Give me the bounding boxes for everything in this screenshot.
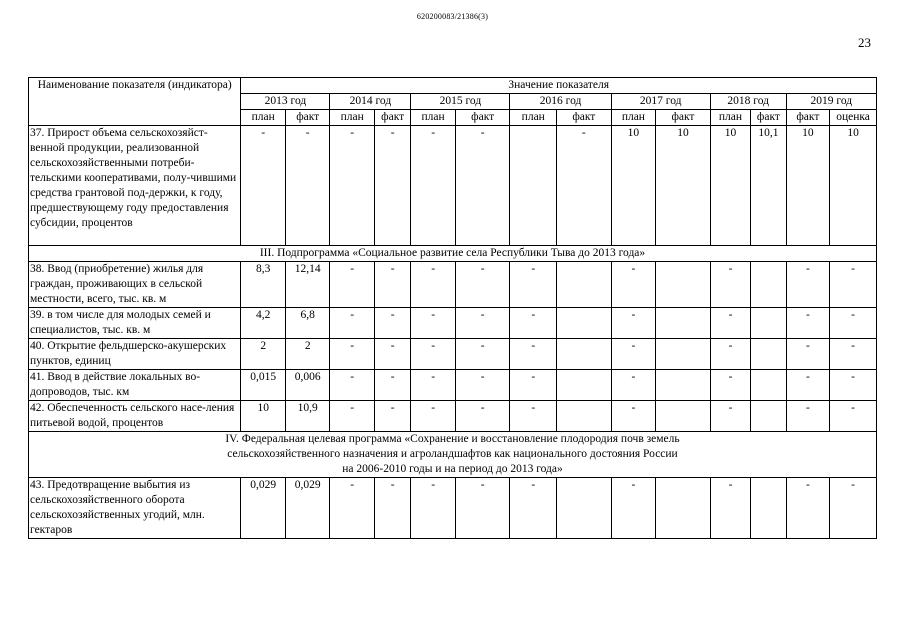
section-heading-line: сельскохозяйственного назначения и агроландшафтов как национального достояния России: [227, 448, 678, 460]
indicator-value: 2: [241, 339, 286, 370]
indicator-value: 0,015: [241, 370, 286, 401]
indicator-value: -: [611, 262, 656, 308]
indicator-value: -: [786, 308, 830, 339]
indicator-value: [656, 370, 711, 401]
subcolumn-header: план: [241, 110, 286, 126]
subcolumn-header: план: [510, 110, 557, 126]
indicator-value: -: [455, 370, 510, 401]
indicator-value: -: [455, 308, 510, 339]
indicator-value: -: [510, 308, 557, 339]
indicator-value: -: [510, 478, 557, 539]
year-header: 2014 год: [330, 94, 411, 110]
indicator-value: -: [330, 478, 375, 539]
year-header: 2013 год: [241, 94, 330, 110]
indicator-value: [656, 308, 711, 339]
indicator-value: -: [830, 370, 877, 401]
indicator-value: -: [510, 401, 557, 432]
indicator-name: 38. Ввод (приобретение) жилья для граждан, проживающих в сельской местности, всего, тыс. кв. м: [29, 262, 241, 308]
indicator-value: -: [330, 401, 375, 432]
indicator-value: [751, 370, 786, 401]
indicator-value: -: [710, 478, 750, 539]
indicator-value: -: [330, 339, 375, 370]
subcolumn-header: оценка: [830, 110, 877, 126]
subcolumn-header: план: [611, 110, 656, 126]
indicator-value: [557, 262, 612, 308]
indicator-value: [751, 401, 786, 432]
indicator-value: [557, 370, 612, 401]
indicator-value: -: [611, 478, 656, 539]
year-header: 2017 год: [611, 94, 710, 110]
indicator-name: 40. Открытие фельдшерско-акушерских пунктов, единиц: [29, 339, 241, 370]
indicator-value: [751, 339, 786, 370]
indicator-value: -: [330, 370, 375, 401]
indicator-value: -: [786, 478, 830, 539]
indicator-value: -: [830, 478, 877, 539]
indicator-value: -: [411, 370, 456, 401]
indicator-value: -: [411, 339, 456, 370]
indicator-value: -: [786, 370, 830, 401]
indicator-value: [656, 478, 711, 539]
indicator-value: 10: [710, 126, 750, 246]
subcolumn-header: факт: [455, 110, 510, 126]
indicator-value: 10: [611, 126, 656, 246]
indicator-value: -: [786, 262, 830, 308]
indicator-value: -: [710, 401, 750, 432]
indicator-name-header: Наименование показателя (индикатора): [29, 78, 241, 126]
subcolumn-header: факт: [557, 110, 612, 126]
indicator-value: -: [611, 370, 656, 401]
indicator-name: 41. Ввод в действие локальных во-допроводов, тыс. км: [29, 370, 241, 401]
indicator-value: -: [330, 308, 375, 339]
subcolumn-header: план: [411, 110, 456, 126]
indicator-value: -: [374, 126, 410, 246]
subcolumn-header: план: [710, 110, 750, 126]
subcolumn-header: план: [330, 110, 375, 126]
indicator-value: -: [374, 339, 410, 370]
indicator-value: 0,029: [285, 478, 330, 539]
indicator-value: [751, 478, 786, 539]
indicator-name: 37. Прирост объема сельскохозяйст-венной продукции, реализованной сельскохозяйственными потреби-тельскими кооперативами, полу-чившими средства грантовой под-держки, к году, предшествующему году предоставления субсидии, процентов: [29, 126, 241, 246]
indicator-value: -: [411, 478, 456, 539]
indicator-value: -: [455, 478, 510, 539]
indicator-value: -: [510, 370, 557, 401]
indicator-value: 0,029: [241, 478, 286, 539]
indicator-value: [557, 401, 612, 432]
indicator-value: 4,2: [241, 308, 286, 339]
indicator-value: [557, 339, 612, 370]
indicator-value: 10: [786, 126, 830, 246]
indicator-value: -: [510, 262, 557, 308]
indicator-value: 10,1: [751, 126, 786, 246]
indicator-value: [751, 262, 786, 308]
section-heading-line: на 2006-2010 годы и на период до 2013 года»: [342, 463, 563, 475]
indicator-value: 8,3: [241, 262, 286, 308]
indicator-value: 12,14: [285, 262, 330, 308]
indicator-value: -: [285, 126, 330, 246]
section-heading: [29, 432, 877, 478]
indicator-value: 10: [656, 126, 711, 246]
subcolumn-header: факт: [656, 110, 711, 126]
year-header: 2019 год: [786, 94, 876, 110]
indicator-value: -: [510, 339, 557, 370]
indicator-value: [656, 401, 711, 432]
indicator-name: 39. в том числе для молодых семей и специалистов, тыс. кв. м: [29, 308, 241, 339]
indicator-value: -: [374, 401, 410, 432]
indicator-value: -: [330, 262, 375, 308]
indicator-name: 43. Предотвращение выбытия из сельскохозяйственного оборота сельскохозяйственных угодий, млн. гектаров: [29, 478, 241, 539]
indicator-value: -: [374, 478, 410, 539]
page-number: 23: [858, 35, 871, 50]
indicator-value: [557, 308, 612, 339]
indicator-value: -: [411, 308, 456, 339]
indicator-value: -: [710, 308, 750, 339]
year-header: 2015 год: [411, 94, 510, 110]
indicator-name: 42. Обеспеченность сельского насе-ления питьевой водой, процентов: [29, 401, 241, 432]
indicator-value: -: [455, 262, 510, 308]
value-header: Значение показателя: [241, 78, 877, 94]
indicator-value: -: [786, 339, 830, 370]
indicator-value: -: [830, 339, 877, 370]
indicator-value: [510, 126, 557, 246]
indicator-value: -: [786, 401, 830, 432]
indicator-value: 10,9: [285, 401, 330, 432]
indicator-value: 10: [830, 126, 877, 246]
indicator-value: 6,8: [285, 308, 330, 339]
document-id: 620200083/21386(3): [416, 12, 489, 21]
indicator-value: -: [710, 370, 750, 401]
indicator-value: -: [241, 126, 286, 246]
indicator-value: -: [830, 262, 877, 308]
indicator-value: 0,006: [285, 370, 330, 401]
subcolumn-header: факт: [285, 110, 330, 126]
section-heading: III. Подпрограмма «Социальное развитие села Республики Тыва до 2013 года»: [29, 246, 877, 262]
subcolumn-header: факт: [751, 110, 786, 126]
indicator-value: -: [374, 370, 410, 401]
indicator-value: -: [455, 339, 510, 370]
indicator-value: -: [411, 126, 456, 246]
indicator-value: -: [330, 126, 375, 246]
indicator-value: -: [611, 401, 656, 432]
indicator-value: -: [557, 126, 612, 246]
indicator-value: 2: [285, 339, 330, 370]
indicator-value: -: [374, 262, 410, 308]
indicator-value: [656, 339, 711, 370]
indicator-value: [656, 262, 711, 308]
year-header: 2016 год: [510, 94, 611, 110]
indicator-value: -: [710, 339, 750, 370]
indicator-value: 10: [241, 401, 286, 432]
indicator-table: [28, 77, 877, 539]
indicator-value: -: [710, 262, 750, 308]
indicator-value: -: [455, 401, 510, 432]
indicator-value: -: [611, 308, 656, 339]
indicator-value: -: [830, 308, 877, 339]
indicator-value: -: [374, 308, 410, 339]
indicator-value: [557, 478, 612, 539]
indicator-value: -: [611, 339, 656, 370]
indicator-value: -: [455, 126, 510, 246]
year-header: 2018 год: [710, 94, 786, 110]
indicator-value: [751, 308, 786, 339]
indicator-value: -: [411, 262, 456, 308]
subcolumn-header: факт: [374, 110, 410, 126]
indicator-value: -: [411, 401, 456, 432]
subcolumn-header: факт: [786, 110, 830, 126]
section-heading-line: IV. Федеральная целевая программа «Сохранение и восстановление плодородия почв земель: [225, 433, 680, 445]
indicator-value: -: [830, 401, 877, 432]
